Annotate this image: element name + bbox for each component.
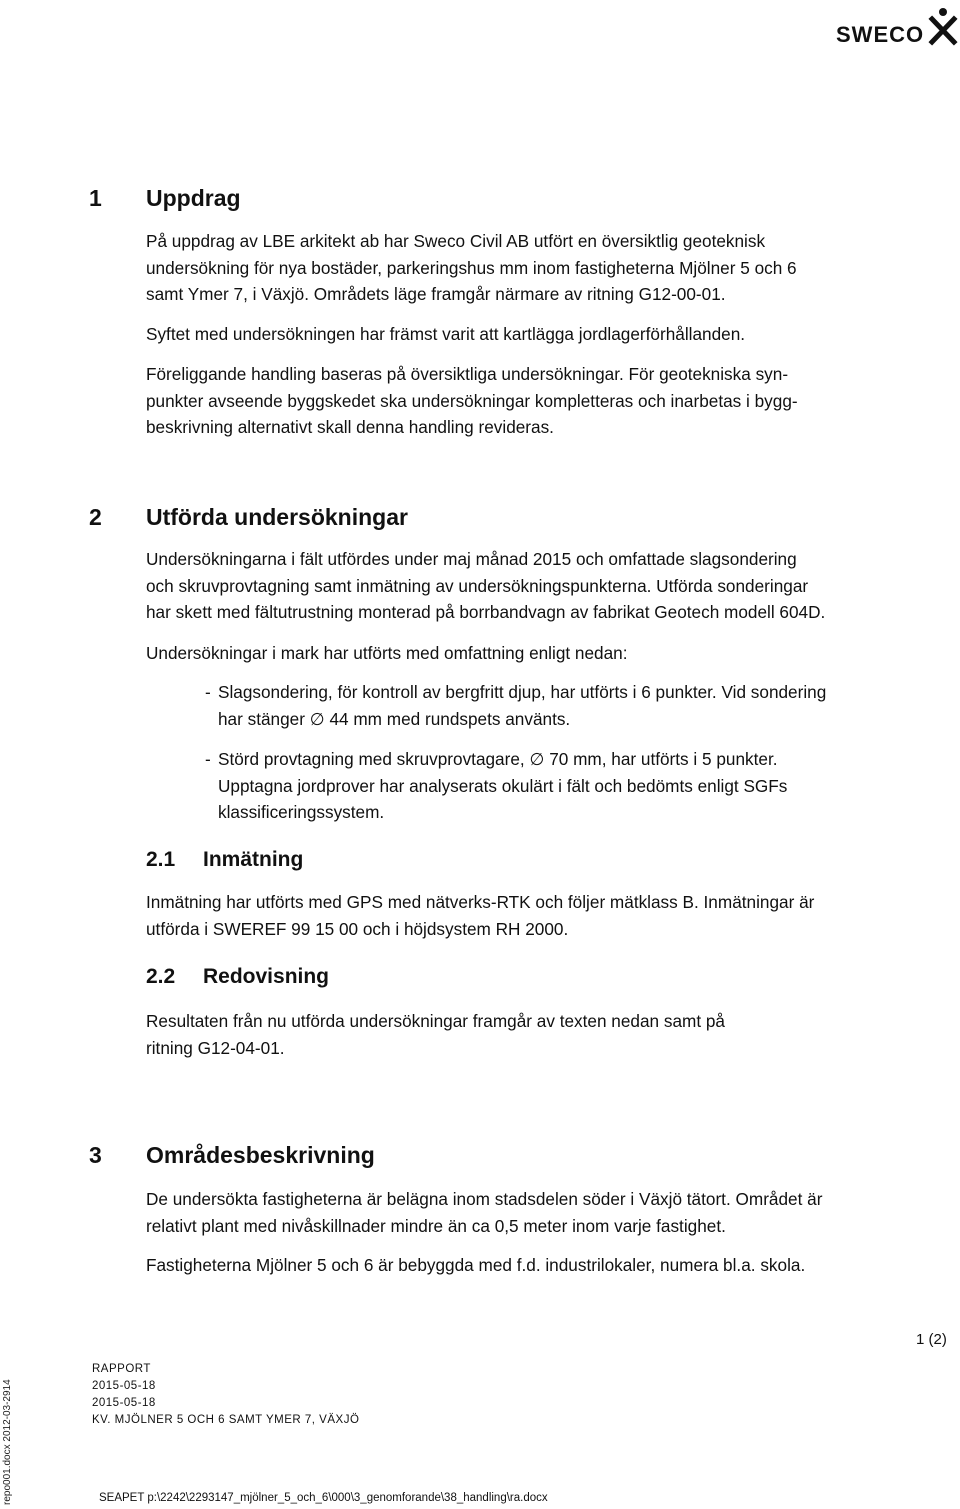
text-line: Syftet med undersökningen har främst varit att kartlägga jordlagerförhållanden. bbox=[146, 324, 746, 344]
section-3-paragraph-2 bbox=[146, 1252, 946, 1279]
text-line: De undersökta fastigheterna är belägna inom stadsdelen söder i Växjö tätort. Området är bbox=[146, 1189, 823, 1209]
doc-date: 2015-05-18 bbox=[92, 1397, 156, 1409]
section-3-heading bbox=[89, 1142, 375, 1169]
section-2-heading bbox=[89, 504, 408, 531]
doc-type: RAPPORT bbox=[92, 1363, 151, 1375]
section-1-paragraph-2 bbox=[146, 321, 946, 348]
section-1-paragraph-1 bbox=[146, 228, 946, 308]
section-1-heading bbox=[89, 185, 241, 212]
text-line: Fastigheterna Mjölner 5 och 6 är bebyggda med f.d. industrilokaler, numera bl.a. skola. bbox=[146, 1255, 806, 1275]
text-line: samt Ymer 7, i Växjö. Områdets läge framgår närmare av ritning G12-00-01. bbox=[146, 284, 726, 304]
sweco-logo bbox=[836, 6, 960, 46]
subsection-number: 2.1 bbox=[146, 848, 176, 871]
text-line: har stänger ∅ 44 mm med rundspets använts. bbox=[218, 708, 571, 729]
list-dash: - bbox=[205, 682, 211, 702]
subsection-number: 2.2 bbox=[146, 965, 176, 988]
text-line: punkter avseende byggskedet ska undersökningar kompletteras och inarbetas i bygg- bbox=[146, 390, 798, 411]
subsection-title: Redovisning bbox=[203, 965, 330, 988]
text-line: Undersökningarna i fält utfördes under maj månad 2015 och omfattade slagsondering bbox=[146, 549, 797, 569]
text-line: Resultaten från nu utförda undersökningar framgår av texten nedan samt på bbox=[146, 1011, 725, 1031]
section-title: Uppdrag bbox=[146, 185, 241, 211]
section-number: 1 bbox=[89, 185, 102, 211]
section-title: Utförda undersökningar bbox=[146, 504, 408, 530]
section-2-paragraph-1 bbox=[146, 546, 946, 626]
section-3-paragraph-1 bbox=[146, 1186, 946, 1239]
text-line: utförda i SWEREF 99 15 00 och i höjdsystem RH 2000. bbox=[146, 918, 569, 939]
text-line: relativt plant med nivåskillnader mindre än ca 0,5 meter inom varje fastighet. bbox=[146, 1215, 726, 1236]
text-line: På uppdrag av LBE arkitekt ab har Sweco Civil AB utfört en översiktlig geoteknisk bbox=[146, 231, 766, 251]
project-name: KV. MJÖLNER 5 OCH 6 SAMT YMER 7, VÄXJÖ bbox=[92, 1414, 360, 1426]
sweco-mark-icon bbox=[928, 6, 958, 46]
document-footer bbox=[92, 1361, 359, 1429]
template-code: repo001.docx 2012-03-2914 bbox=[2, 1379, 13, 1505]
text-line: Störd provtagning med skruvprovtagare, ∅ 70 mm, har utförts i 5 punkter. bbox=[218, 749, 778, 769]
section-number: 3 bbox=[89, 1142, 102, 1168]
subsection-2-1-paragraph bbox=[146, 889, 946, 942]
section-1-paragraph-3 bbox=[146, 361, 946, 441]
text-line: undersökning för nya bostäder, parkeringshus mm inom fastigheterna Mjölner 5 och 6 bbox=[146, 257, 797, 278]
text-line: ritning G12-04-01. bbox=[146, 1037, 285, 1058]
logo-text: SWECO bbox=[836, 22, 925, 47]
subsection-2-2-paragraph bbox=[146, 1008, 946, 1061]
section-title: Områdesbeskrivning bbox=[146, 1142, 375, 1168]
text-line: Inmätning har utförts med GPS med nätverks-RTK och följer mätklass B. Inmätningar är bbox=[146, 892, 815, 912]
text-line: beskrivning alternativt skall denna handling revideras. bbox=[146, 417, 554, 437]
text-line: klassificeringssystem. bbox=[218, 802, 385, 822]
text-line: Undersökningar i mark har utförts med omfattning enligt nedan: bbox=[146, 643, 628, 663]
subsection-2-2-heading bbox=[146, 965, 329, 989]
page-number: 1 (2) bbox=[916, 1331, 947, 1348]
file-path: SEAPET p:\2242\2293147_mjölner_5_och_6\000\3_genomforande\38_handling\ra.docx bbox=[99, 1492, 548, 1504]
subsection-2-1-heading bbox=[146, 848, 303, 872]
doc-date: 2015-05-18 bbox=[92, 1380, 156, 1392]
subsection-title: Inmätning bbox=[203, 848, 304, 871]
section-2-paragraph-2 bbox=[146, 640, 946, 667]
text-line: och skruvprovtagning samt inmätning av undersökningspunkterna. Utförda sonderingar bbox=[146, 575, 809, 596]
text-line: Föreliggande handling baseras på översiktliga undersökningar. För geotekniska syn- bbox=[146, 364, 789, 384]
section-number: 2 bbox=[89, 504, 102, 530]
text-line: Upptagna jordprover har analyserats okulärt i fält och bedömts enligt SGFs bbox=[218, 775, 788, 796]
text-line: Slagsondering, för kontroll av bergfritt djup, har utförts i 6 punkter. Vid sondering bbox=[218, 682, 827, 702]
list-dash: - bbox=[205, 749, 211, 769]
text-line: har skett med fältutrustning monterad på borrbandvagn av fabrikat Geotech modell 604D. bbox=[146, 602, 826, 622]
